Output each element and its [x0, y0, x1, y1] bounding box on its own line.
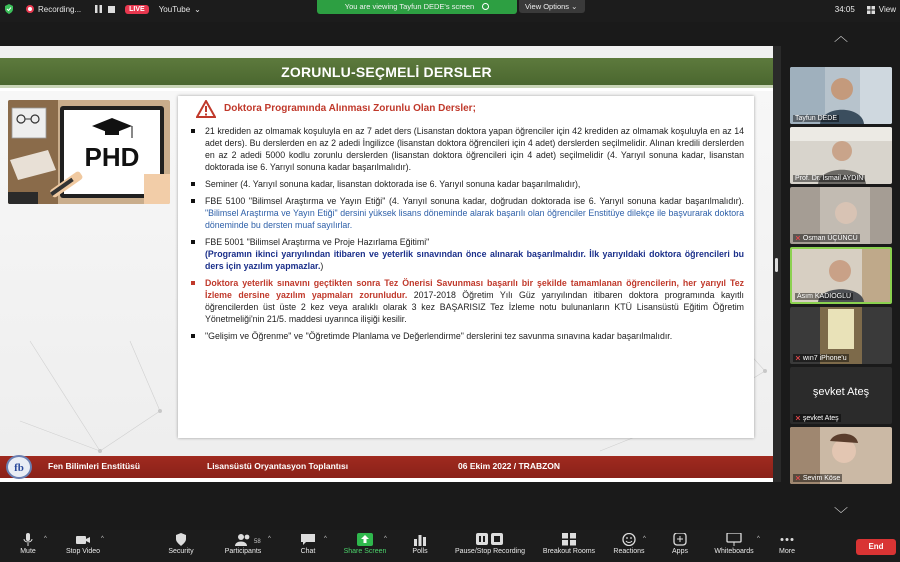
stop-video-label: Stop Video	[65, 548, 101, 555]
participant-tile[interactable]	[790, 367, 892, 424]
view-label: View	[878, 5, 896, 14]
breakout-label: Breakout Rooms	[542, 548, 596, 555]
shield-check-icon[interactable]	[4, 4, 14, 14]
mic-muted-icon: ⨯	[795, 415, 801, 422]
view-options-button[interactable]	[519, 0, 585, 13]
bullet-fbe5001	[186, 236, 744, 272]
participant-display-name: şevket Ateş	[812, 386, 870, 398]
participant-tile[interactable]	[790, 127, 892, 184]
bullet-credits	[186, 125, 744, 173]
circle-icon	[482, 3, 489, 10]
chat-label: Chat	[300, 548, 316, 555]
youtube-menu[interactable]	[159, 5, 201, 14]
bullet-fbe5100-note: "Bilimsel Araştırma ve Yayın Etiği" dersini yüksek lisans döneminde alarak başarılı olan öğrenciler Enstitüye dilekçe ile başvurarak doktora döneminde bu dersten muaf sayılırlar.	[205, 208, 744, 230]
pause-stop-recording-button[interactable]	[450, 533, 530, 555]
pause-stop-icon	[476, 533, 504, 546]
breakout-rooms-button[interactable]	[540, 533, 598, 555]
viewing-banner-text: You are viewing Tayfun DEDE's screen	[344, 2, 475, 11]
view-button[interactable]	[867, 5, 896, 14]
participants-label: Participants	[224, 548, 262, 555]
chevron-up-icon[interactable]: ^	[324, 536, 327, 542]
share-screen-label: Share Screen	[343, 548, 387, 555]
shield-icon	[173, 533, 189, 546]
participant-name: Prof. Dr. İsmail AYDIN	[795, 175, 864, 182]
bullet-fbe5100	[186, 195, 744, 231]
bullet-fbe5001-note: (Programın ikinci yarıyılından itibaren ve yeterlik sınavından önce alınarak başarılmalıdır. İlk yarıyıldaki doktora öğrencileri bu ders için yazılım yapmazlar.	[205, 249, 744, 271]
participant-tile-active[interactable]	[790, 247, 892, 304]
warning-icon	[196, 100, 216, 118]
participant-tile[interactable]	[790, 67, 892, 124]
bullet-thesis-monitoring-bold: Doktora yeterlik sınavını geçtikten sonra Tez Önerisi Savunması başarılı bir şekilde tamamlanan öğrencilerin, her yarıyıl Tez İzleme dersine yazılım yapmaları zorunludur.	[205, 278, 744, 300]
phd-text: PHD	[84, 142, 140, 172]
more-button[interactable]	[776, 533, 798, 555]
mic-muted-icon: ⨯	[795, 235, 801, 242]
chevron-up-icon[interactable]: ^	[44, 536, 47, 542]
microphone-icon	[20, 533, 36, 546]
apps-label: Apps	[672, 548, 688, 555]
chevron-up-icon[interactable]: ^	[643, 536, 646, 542]
participant-name-text: wın7 iPhone'u	[802, 355, 847, 362]
participant-name: Asım KADIOGLU	[797, 293, 852, 300]
scrollbar-handle[interactable]	[775, 258, 778, 272]
chevron-down-icon: ⌄	[194, 4, 201, 14]
heading-text: Doktora Programında Alınması Zorunlu Olan Dersler;	[224, 103, 476, 114]
viewing-banner	[317, 0, 517, 14]
chevron-down-icon: ⌄	[571, 2, 578, 11]
mic-muted-icon: ⨯	[795, 355, 801, 362]
whiteboards-button[interactable]	[710, 533, 758, 555]
whiteboard-icon	[726, 533, 742, 546]
footer-event: Lisansüstü Oryantasyon Toplantısı	[207, 461, 349, 471]
bullet-fbe5001-close: )	[320, 261, 324, 271]
youtube-label: YouTube	[158, 4, 191, 14]
scroll-down-chevron-icon[interactable]: ﹀	[834, 506, 848, 522]
recording-indicator	[26, 5, 81, 14]
bullet-pedagogy	[186, 330, 744, 342]
chat-button[interactable]	[295, 533, 321, 555]
mute-button[interactable]	[14, 533, 42, 555]
scroll-up-chevron-icon[interactable]: ︿	[834, 28, 848, 44]
slide-content-box	[178, 96, 754, 438]
share-arrow-icon	[357, 533, 373, 546]
mute-label: Mute	[20, 548, 36, 555]
participant-count: 58	[254, 539, 261, 545]
participant-name-text: şevket Ateş	[802, 415, 839, 422]
security-label: Security	[168, 548, 194, 555]
record-dot-icon	[26, 5, 34, 13]
bullet-fbe5001-title: FBE 5001 "Bilimsel Araştırma ve Proje Hazırlama Eğitimi"	[205, 237, 430, 247]
more-dots-icon	[779, 533, 795, 546]
polls-button[interactable]	[408, 533, 432, 555]
stop-video-button[interactable]	[62, 533, 104, 555]
whiteboards-label: Whiteboards	[714, 548, 754, 555]
smiley-icon	[621, 533, 637, 546]
participant-gallery	[781, 22, 900, 530]
participant-tile[interactable]	[790, 187, 892, 244]
pause-recording-button[interactable]	[95, 5, 102, 13]
participant-name	[793, 354, 849, 362]
chevron-up-icon[interactable]: ^	[757, 536, 760, 542]
chevron-up-icon[interactable]: ^	[268, 536, 271, 542]
footer-institute: Fen Bilimleri Enstitüsü	[48, 461, 141, 471]
participant-name-text: Sevim Köse	[802, 475, 841, 482]
top-bar	[0, 0, 900, 22]
svg-text:fb: fb	[14, 462, 24, 474]
security-button[interactable]	[164, 533, 198, 555]
grid-icon	[561, 533, 577, 546]
chevron-up-icon[interactable]: ^	[101, 536, 104, 542]
shared-screen	[0, 46, 773, 482]
end-meeting-button[interactable]: End	[856, 539, 896, 555]
reactions-label: Reactions	[613, 548, 645, 555]
bullet-seminar-text: Seminer (4. Yarıyıl sonuna kadar, lisanstan doktorada ise 6. Yarıyıl sonuna kadar başarılmalıdır),	[205, 179, 581, 189]
polls-label: Polls	[412, 548, 428, 555]
meeting-toolbar	[0, 530, 900, 562]
bar-chart-icon	[412, 533, 428, 546]
participant-tile[interactable]	[790, 307, 892, 364]
video-camera-icon	[75, 533, 91, 546]
institute-logo	[6, 455, 32, 479]
footer-date: 06 Ekim 2022 / TRABZON	[458, 461, 561, 471]
chat-bubble-icon	[300, 533, 316, 546]
recording-label: Recording...	[38, 4, 82, 14]
people-icon	[235, 533, 251, 546]
participant-name-text: Osman ÜÇÜNCÜ	[802, 235, 858, 242]
bullet-fbe5100-text: FBE 5100 "Bilimsel Araştırma ve Yayın Etiği" (4. Yarıyıl sonuna kadar, doğrudan doktorada ise 6. Yarıyıl sonuna kadar başarılmalıdır).	[205, 196, 744, 206]
participant-name	[793, 414, 841, 422]
chevron-up-icon[interactable]: ^	[384, 536, 387, 542]
slide-footer	[0, 456, 773, 478]
bullet-thesis-monitoring-text: 2017-2018 Öğretim Yılı Güz yarıyılından itibaren doktora programında kayıtlı öğrencilerden üst üste 2 kez veya aralıklı olarak 3 kez BAŞARISIZ Tez İzleme notu bulunanların KTÜ Lisansüstü Eğitim Öğretim Yönetmeliği'nin 21/5. maddesi uyarınca ilişiği kesilir.	[205, 290, 745, 324]
bullet-pedagogy-text: "Gelişim ve Öğrenme" ve "Öğretimde Planlama ve Değerlendirme" derslerini tez savunma sınavına kadar başarılmalıdır.	[205, 331, 673, 341]
participant-tile[interactable]	[790, 427, 892, 484]
content-heading	[196, 100, 744, 118]
participant-name	[793, 234, 860, 242]
grid-icon	[867, 6, 875, 14]
participant-name	[793, 474, 842, 482]
slide-title-bar	[0, 58, 773, 88]
apps-icon	[672, 533, 688, 546]
phd-illustration	[8, 100, 170, 204]
participant-name: Tayfun DEDE	[795, 115, 838, 122]
more-label: More	[779, 548, 795, 555]
bullet-credits-text: 21 krediden az olmamak koşuluyla en az 7 adet ders (Lisanstan doktora yapan öğrenciler için 42 krediden az olmamak koşuluyla en az 14 adet ders). Bu derslerden en az 2 adedi İngilizce (lisanstan doktora öğrencileri için 4 adet) derslerden seçilmelidir. Alınan kredili derslerden en az 2 adedi 5000 kodlu zorunlu derslerden (lisanstan doktora öğrencileri için 4 adet) seçilmelidir (4. Yarıyıl sonuna kadar, lisanstan doktorada ise 6. Yarıyıl sonuna kadar başarılmalıdır).	[205, 126, 744, 172]
record-label: Pause/Stop Recording	[454, 548, 526, 555]
live-badge: LIVE	[125, 5, 149, 14]
reactions-button[interactable]	[611, 533, 647, 555]
bullet-thesis-monitoring	[186, 277, 744, 325]
mic-muted-icon: ⨯	[795, 475, 801, 482]
share-scrollbar[interactable]	[773, 46, 781, 482]
apps-button[interactable]	[668, 533, 692, 555]
stop-recording-button[interactable]	[108, 6, 115, 13]
meeting-timer: 34:05	[834, 5, 855, 14]
share-screen-button[interactable]	[340, 533, 390, 555]
slide-title: ZORUNLU-SEÇMELİ DERSLER	[281, 64, 492, 80]
bullet-seminar	[186, 178, 744, 190]
view-options-label: View Options	[525, 2, 570, 11]
